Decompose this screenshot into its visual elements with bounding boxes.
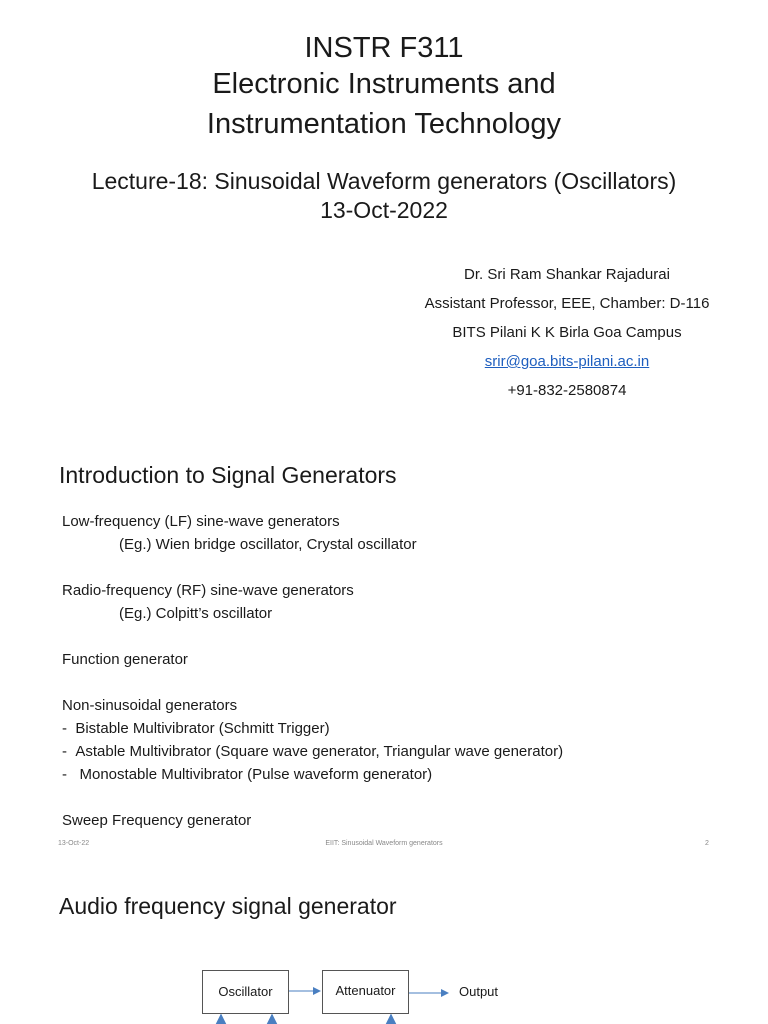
email-link[interactable]: srir@goa.bits-pilani.ac.in [484,353,650,370]
phone-number: +91-832-2580874 [507,382,627,399]
footer-title: EIIT: Sinusoidal Waveform generators [325,840,443,847]
output-label: Output [459,984,499,999]
footer-date: 13-Oct-22 [58,840,90,847]
function-generator: Function generator [62,651,188,668]
sweep-generator: Sweep Frequency generator [62,812,252,829]
oscillator-block: Oscillator [202,970,289,1014]
course-name-line1: Electronic Instruments and [212,68,556,100]
attenuator-block: Attenuator [322,970,409,1014]
list-item: - Monostable Multivibrator (Pulse waveform generator) [62,766,433,783]
footer-page-number: 2 [705,840,709,847]
lecture-title: Lecture-18: Sinusoidal Waveform generators (Oscillators) [91,168,677,194]
course-name-line2: Instrumentation Technology [206,108,562,140]
instructor-position: Assistant Professor, EEE, Chamber: D-116 [424,295,710,312]
lf-example: (Eg.) Wien bridge oscillator, Crystal oscillator [119,536,417,553]
list-item-text: Bistable Multivibrator (Schmitt Trigger) [75,720,330,737]
list-item: - Astable Multivibrator (Square wave generator, Triangular wave generator) [62,743,564,760]
slide-heading: Audio frequency signal generator [59,893,397,919]
rf-title: Radio-frequency (RF) sine-wave generators [62,582,354,599]
course-code: INSTR F311 [304,32,464,64]
institution: BITS Pilani K K Birla Goa Campus [452,324,682,341]
instructor-name: Dr. Sri Ram Shankar Rajadurai [464,266,670,283]
email-container [400,353,734,370]
non-sin-title: Non-sinusoidal generators [62,697,238,714]
list-item: - Bistable Multivibrator (Schmitt Trigger) [62,720,330,737]
audio-generator-slide [0,863,768,1024]
intro-slide [0,448,768,863]
list-item-text: Astable Multivibrator (Square wave generator, Triangular wave generator) [75,743,564,760]
lf-title: Low-frequency (LF) sine-wave generators [62,513,340,530]
slide-heading: Introduction to Signal Generators [59,462,397,488]
rf-example: (Eg.) Colpitt’s oscillator [119,605,273,622]
lecture-date: 13-Oct-2022 [320,197,448,223]
list-item-text: Monostable Multivibrator (Pulse waveform generator) [79,766,433,783]
title-slide [0,0,768,448]
